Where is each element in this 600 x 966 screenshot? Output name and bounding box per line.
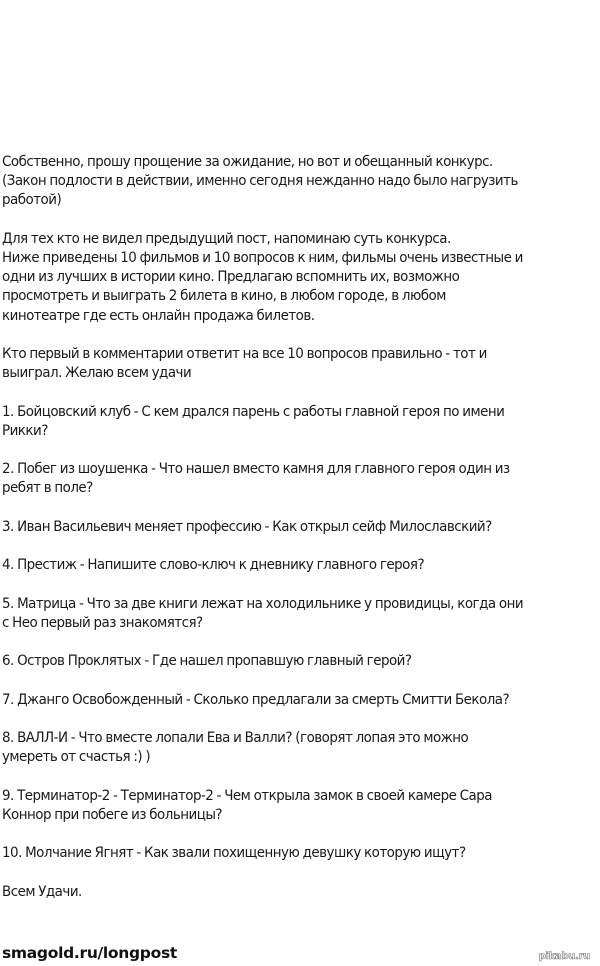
- text-line: 4. Престиж - Напишите слово-ключ к дневнику главного героя?: [2, 557, 425, 574]
- text-line: 10. Молчание Ягнят - Как звали похищенную девушку которую ищут?: [2, 845, 466, 862]
- question-2: [2, 460, 600, 498]
- rules-paragraph: [2, 345, 600, 383]
- text-line: 7. Джанго Освобожденный - Сколько предлагали за смерть Смитти Бекола?: [2, 691, 510, 708]
- text-line: работой): [2, 192, 62, 209]
- text-line: Рикки?: [2, 422, 48, 439]
- text-line: ребят в поле?: [2, 480, 93, 497]
- question-5: [2, 595, 600, 633]
- text-line: просмотреть и выиграть 2 билета в кино, в любом городе, в любом: [2, 288, 446, 305]
- text-line: 2. Побег из шоушенка - Что нашел вместо камня для главного героя один из: [2, 461, 510, 478]
- text-line: Коннор при побеге из больницы?: [2, 806, 223, 823]
- text-line: 8. ВАЛЛ-И - Что вместе лопали Ева и Валли? (говорят лопая это можно: [2, 729, 469, 746]
- text-line: умереть от счастья :) ): [2, 749, 151, 766]
- intro-paragraph: [2, 153, 600, 211]
- text-line: Собственно, прошу прощение за ожидание, но вот и обещанный конкурс.: [2, 154, 493, 170]
- question-8: [2, 729, 600, 767]
- question-3: [2, 518, 600, 537]
- source-link[interactable]: smagold.ru/longpost: [2, 944, 177, 962]
- question-7: [2, 691, 600, 710]
- question-1: [2, 403, 600, 441]
- text-line: (Закон подлости в действии, именно сегодня нежданно надо было нагрузить: [2, 173, 518, 190]
- text-line: 5. Матрица - Что за две книги лежат на холодильнике у провидицы, когда они: [2, 595, 524, 612]
- post-body: [2, 153, 598, 921]
- text-line: Кто первый в комментарии ответит на все 10 вопросов правильно - тот и: [2, 346, 487, 362]
- text-line: 1. Бойцовский клуб - С кем дрался парень с работы главной героя по имени: [2, 403, 505, 420]
- question-10: [2, 844, 600, 863]
- text-line: кинотеатре где есть онлайн продажа билетов.: [2, 307, 315, 324]
- description-paragraph: [2, 230, 600, 326]
- question-6: [2, 652, 600, 671]
- question-9: [2, 787, 600, 825]
- text-line: с Нео первый раз знакомятся?: [2, 614, 203, 631]
- question-4: [2, 556, 600, 575]
- text-line: 9. Терминатор-2 - Терминатор-2 - Чем открыла замок в своей камере Сара: [2, 787, 492, 804]
- text-line: 6. Остров Проклятых - Где нашел пропавшую главный герой?: [2, 653, 412, 670]
- text-line: Всем Удачи.: [2, 883, 82, 900]
- pikabu-watermark: pikabu.ru: [538, 951, 590, 962]
- text-line: Для тех кто не видел предыдущий пост, напоминаю суть конкурса.: [2, 230, 451, 247]
- closing-text: [2, 883, 600, 902]
- text-line: выиграл. Желаю всем удачи: [2, 365, 192, 382]
- text-line: Ниже приведены 10 фильмов и 10 вопросов к ним, фильмы очень известные и: [2, 250, 523, 266]
- text-line: 3. Иван Васильевич меняет профессию - Как открыл сейф Милославский?: [2, 518, 492, 535]
- text-line: одни из лучших в истории кино. Предлагаю вспомнить их, возможно: [2, 269, 460, 286]
